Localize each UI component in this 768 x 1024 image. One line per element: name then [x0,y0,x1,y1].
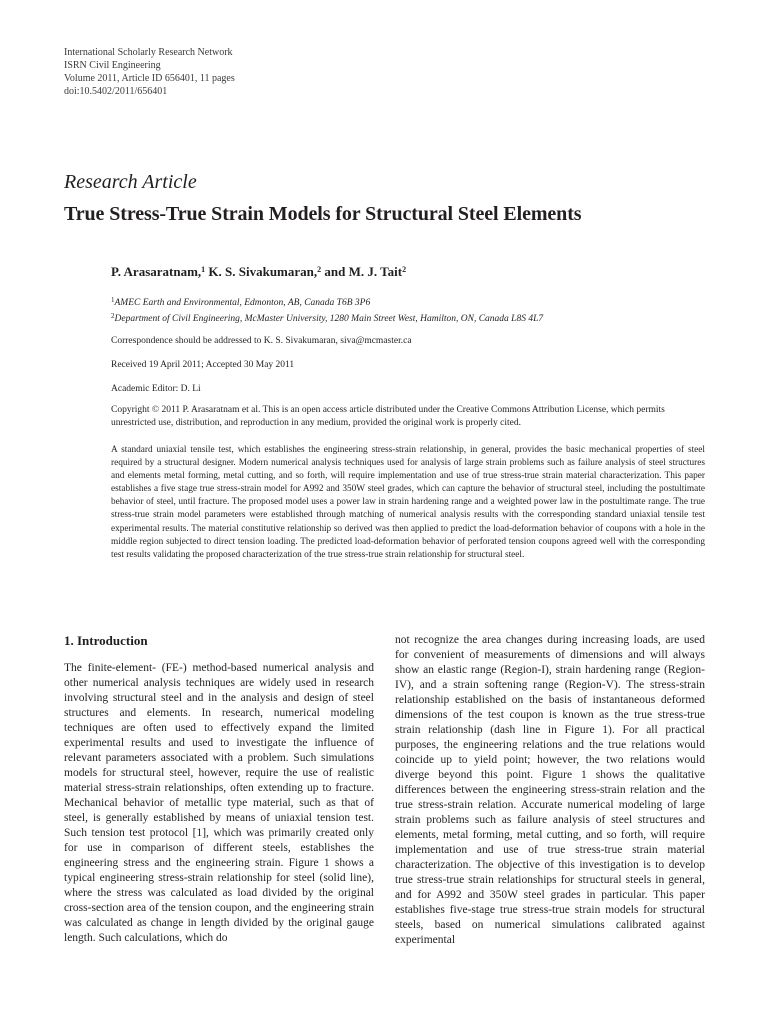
author-affiliation-mark: 1 [201,265,206,274]
affiliation [111,294,543,310]
body-column-right [395,633,705,948]
publisher-name: International Scholarly Research Network [64,47,233,58]
affiliation-mark: 1 [111,296,115,304]
academic-editor: Academic Editor: D. Li [111,384,201,394]
volume-line: Volume 2011, Article ID 656401, 11 pages [64,73,235,84]
received-date: Received 19 April 2011; Accepted 30 May 2011 [111,360,295,370]
author-name: P. Arasaratnam, [111,264,202,279]
section-heading: 1. Introduction [64,633,148,648]
article-title: True Stress-True Strain Models for Structural Steel Elements [64,203,582,225]
journal-name: ISRN Civil Engineering [64,60,161,71]
affiliation [111,310,543,326]
correspondence: Correspondence should be addressed to K. S. Sivakumaran, siva@mcmaster.ca [111,336,412,346]
affiliation-mark: 2 [111,312,115,320]
affiliation-text: Department of Civil Engineering, McMaster University, 1280 Main Street West, Hamilton, ON, Canada L8S 4L7 [114,314,544,324]
author-affiliation-mark: 2 [317,265,322,274]
abstract: A standard uniaxial tensile test, which establishes the engineering stress-strain relationship, in general, provides the basic mechanical properties of steel required by a structural designer. Modern numerical analysis techniques used for analysis of large strain problems such as failure analysis of steel structures and elements metal forming, metal cutting, and so forth, will require implementation and use of true stress-true strain material characterization. This paper establishes a five stage true stress-strain model for A992 and 350W steel grades, which can capture the behavior of structural steel, including the postultimate behavior of steel, until fracture. The proposed model uses a power law in strain hardening range and a weighted power law in the postultimate range. The true stress-true strain model parameters were established through matching of numerical analysis results with the corresponding standard uniaxial tensile test experimental results. The material constitutive relationship so derived was then applied to predict the load-deformation behavior of coupons with a hole in the middle region subjected to direct tension loading. The predicted load-deformation behavior of perforated tension coupons agreed well with the corresponding test results validating the proposed characterization of the true stress-true strain relationship for structural steel. [111,445,705,560]
body-paragraph: not recognize the area changes during increasing loads, are used for convenient of measurements of dimensions and will always show an elastic range (Region-I), strain hardening range (Region-IV), and a strain softening range (Region-V). The stress-strain relationship established on the basis of instantaneous deformed dimensions of the test coupon is known as the true stress-true strain relationship (dash line in Figure 1). For all practical purposes, the engineering relations and the true relations would coincide up to yield point; however, the two relations would diverge beyond this point. Figure 1 shows the qualitative differences between the engineering stress-strain relation and the true stress-strain relation. Accurate numerical modeling of large strain problems such as failure analysis of steel structures and elements, metal forming, metal cutting, and so forth, will require implementation and use of true stress-true strain material characterization. The objective of this investigation is to develop true stress-true strain relationships for structural steels in general, and for A992 and 350W steel grades in particular. This paper establishes five-stage true stress-true strain models for structural steels, based on numerical simulations calibrated against experimental [395,634,705,946]
copyright-notice: Copyright © 2011 P. Arasaratnam et al. This is an open access article distributed under the Creative Commons Attribution License, which permits unrestricted use, distribution, and reproduction in any medium, provided the original work is properly cited. [111,405,665,428]
affiliation-text: AMEC Earth and Environmental, Edmonton, AB, Canada T6B 3P6 [114,298,371,308]
affiliations [111,294,543,326]
author-affiliation-mark: 2 [402,265,407,274]
journal-header [64,46,235,98]
author-list [111,264,406,280]
body-column-left [64,633,374,946]
article-type: Research Article [64,171,197,193]
doi: doi:10.5402/2011/656401 [64,86,168,97]
author-name: and M. J. Tait [321,264,403,279]
author-name: K. S. Sivakumaran, [205,264,318,279]
body-paragraph: The finite-element- (FE-) method-based numerical analysis and other numerical analysis techniques are widely used in research involving structural steel and in the analysis and design of steel structures and elements. In research, numerical modeling techniques are often used to effectively expand the limited experimental results and used to investigate the influence of relevant parameters associated with a problem. Such simulations models for structural steel, however, require the use of realistic material stress-strain relationships, often extending up to fracture. Mechanical behavior of metallic type material, such as that of steel, is generally established by means of uniaxial tension test. Such tension test protocol [1], which was primarily created only for use in comparison of different steels, establishes the engineering stress and the engineering strain. Figure 1 shows a typical engineering stress-strain relationship for steel (solid line), where the stress was calculated as load divided by the original cross-section area of the tension coupon, and the engineering strain was calculated as change in length divided by the original gauge length. Such calculations, which do [64,662,374,944]
